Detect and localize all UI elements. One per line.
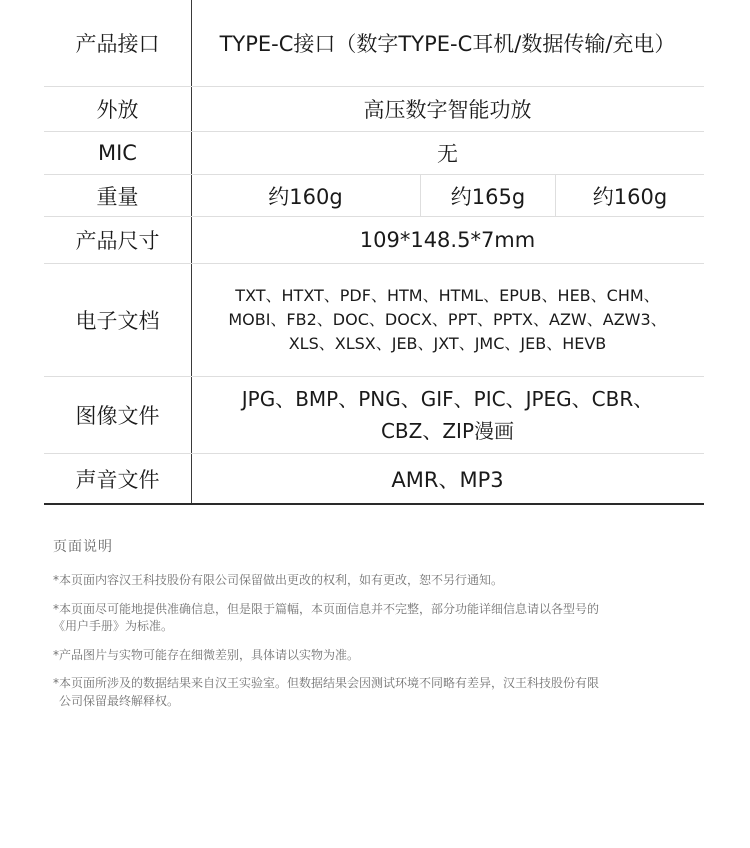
row-speaker — [44, 87, 704, 132]
row-mic — [44, 132, 704, 175]
note-line: *产品图片与实物可能存在细微差别，具体请以实物为准。 — [53, 647, 360, 662]
row-value — [191, 175, 704, 216]
row-label: 图像文件 — [75, 404, 160, 428]
row-label: 产品尺寸 — [75, 229, 160, 253]
note-item — [53, 647, 693, 665]
note-line: 《用户手册》为标准。 — [53, 619, 174, 633]
format-line: MOBI、FB2、DOC、DOCX、PPT、PPTX、AZW、AZW3、 — [228, 310, 667, 329]
row-interface — [44, 0, 704, 87]
row-label: 电子文档 — [75, 309, 160, 333]
note-item — [53, 601, 693, 636]
weight-variant-2: 约165g — [421, 175, 556, 216]
row-weight — [44, 175, 704, 217]
row-ebook-formats — [44, 264, 704, 377]
row-label: 外放 — [96, 98, 139, 122]
note-line: 公司保留最终解释权。 — [59, 693, 180, 708]
weight-variant-3: 约160g — [592, 184, 668, 209]
format-line: JPG、BMP、PNG、GIF、PIC、JPEG、CBR、 — [241, 387, 654, 411]
note-line: *本页面内容汉王科技股份有限公司保留做出更改的权利，如有更改，恕不另行通知。 — [53, 573, 504, 587]
note-line: *本页面所涉及的数据结果来自汉王实验室。但数据结果会因测试环境不同略有差异，汉王科技股份有限 — [53, 676, 600, 690]
row-label: 产品接口 — [75, 32, 160, 56]
spec-table — [44, 0, 704, 505]
row-value: 高压数字智能功放 — [363, 98, 532, 122]
row-label: MIC — [98, 141, 137, 165]
note-item — [53, 572, 693, 590]
note-item — [53, 675, 693, 710]
format-line: XLS、XLSX、JEB、JXT、JMC、JEB、HEVB — [288, 334, 607, 353]
note-line: *本页面尽可能地提供准确信息，但是限于篇幅，本页面信息并不完整，部分功能详细信息请以各型号的 — [53, 601, 600, 616]
format-line: CBZ、ZIP漫画 — [380, 419, 515, 443]
notes-title: 页面说明 — [53, 539, 113, 555]
row-image-formats — [44, 377, 704, 454]
row-label: 声音文件 — [75, 467, 160, 492]
row-audio-formats — [44, 454, 704, 505]
page-notes — [53, 536, 693, 721]
row-value — [191, 377, 704, 453]
weight-variant-1: 约160g — [191, 175, 421, 216]
format-line: TXT、HTXT、PDF、HTM、HTML、EPUB、HEB、CHM、 — [235, 286, 660, 305]
row-value — [191, 264, 704, 376]
row-value: 无 — [437, 142, 458, 166]
row-value: AMR、MP3 — [391, 467, 504, 492]
row-dimensions — [44, 217, 704, 264]
row-label: 重量 — [96, 184, 139, 209]
row-value: 109*148.5*7mm — [359, 228, 536, 252]
row-value: TYPE-C接口（数字TYPE-C耳机/数据传输/充电） — [219, 32, 676, 56]
